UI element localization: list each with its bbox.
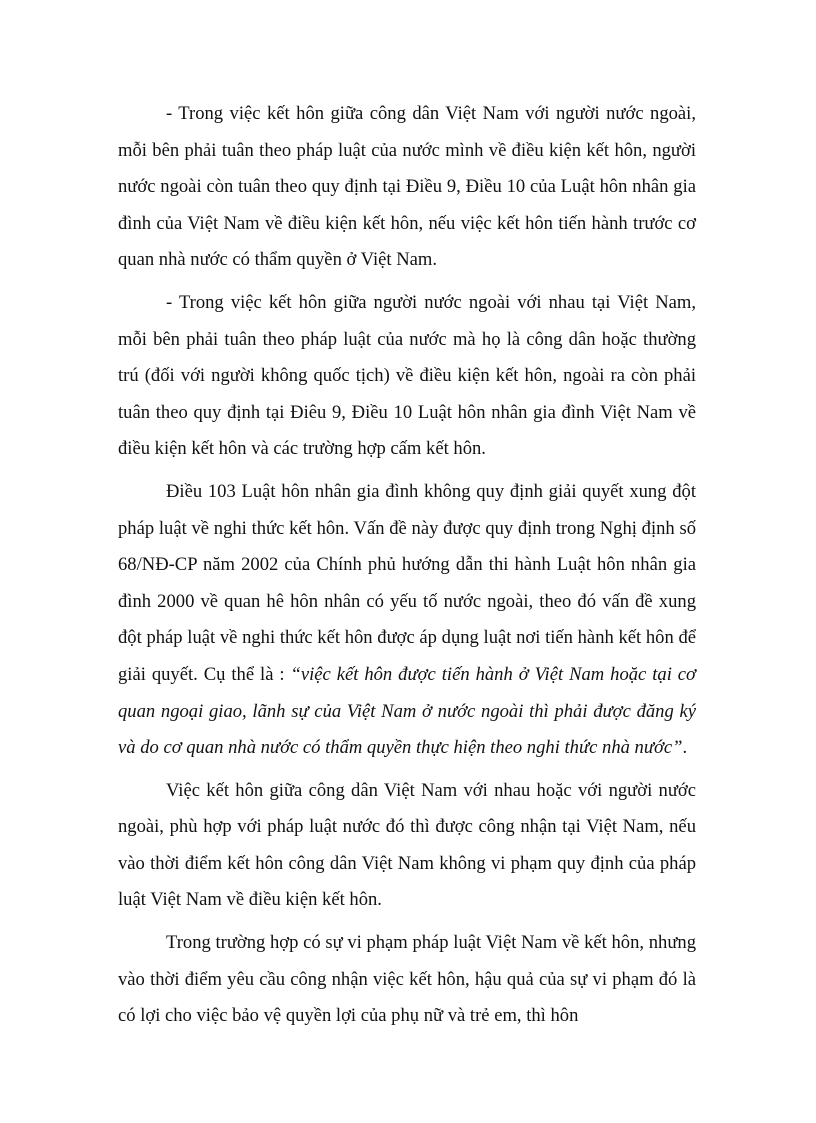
paragraph-foreigners-marriage-in-vietnam: - Trong việc kết hôn giữa người nước ngoài với nhau tại Việt Nam, mỗi bên phải tuân theo pháp luật của nước mà họ là công dân hoặc thường trú (đối với người không quốc tịch) về điều kiện kết hôn, ngoài ra còn phải tuân theo quy định tại Điêu 9, Điều 10 Luật hôn nhân gia đình Việt Nam về điều kiện kết hôn và các trường hợp cấm kết hôn. xyxy=(118,291,696,460)
paragraph-violation-case: Trong trường hợp có sự vi phạm pháp luật Việt Nam về kết hôn, nhưng vào thời điểm yêu cầu công nhận việc kết hôn, hậu quả của sự vi phạm đó là có lợi cho việc bảo vệ quyền lợi của phụ nữ và trẻ em, thì hôn xyxy=(118,932,696,1027)
paragraph-recognition-of-marriage: Việc kết hôn giữa công dân Việt Nam với nhau hoặc với người nước ngoài, phù hợp với pháp luật nước đó thì được công nhận tại Việt Nam, nếu vào thời điểm kết hôn công dân Việt Nam không vi phạm quy định của pháp luật Việt Nam về điều kiện kết hôn. xyxy=(118,779,696,911)
paragraph-foreigner-marriage-vietnam-citizen: - Trong việc kết hôn giữa công dân Việt Nam với người nước ngoài, mỗi bên phải tuân theo pháp luật của nước mình về điều kiện kết hôn, người nước ngoài còn tuân theo quy định tại Điều 9, Điều 10 của Luật hôn nhân gia đình của Việt Nam về điều kiện kết hôn, nếu việc kết hôn tiến hành trước cơ quan nhà nước có thẩm quyền ở Việt Nam. xyxy=(118,103,696,271)
paragraph-marriage-ceremony-law xyxy=(118,474,696,767)
quoted-regulation: “việc kết hôn được tiến hành ở Việt Nam hoặc tại cơ quan ngoại giao, lãnh sự của Việt Nam ở nước ngoài thì phải được đăng ký và do cơ quan nhà nước có thẩm quyền thực hiện theo nghi thức nhà nước” xyxy=(118,663,696,759)
body-text xyxy=(118,96,696,1041)
paragraph-text-end: . xyxy=(682,737,688,759)
paragraph-text: Điều 103 Luật hôn nhân gia đình không quy định giải quyết xung đột pháp luật về nghi thức kết hôn. Vấn đề này được quy định trong Nghị định số 68/NĐ-CP năm 2002 của Chính phủ hướng dẫn thi hành Luật hôn nhân gia đình 2000 về quan hê hôn nhân có yếu tố nước ngoài, theo đó vấn đề xung đột pháp luật về nghi thức kết hôn được áp dụng luật nơi tiến hành kết hôn để giải quyết. Cụ thể là : xyxy=(118,480,696,685)
